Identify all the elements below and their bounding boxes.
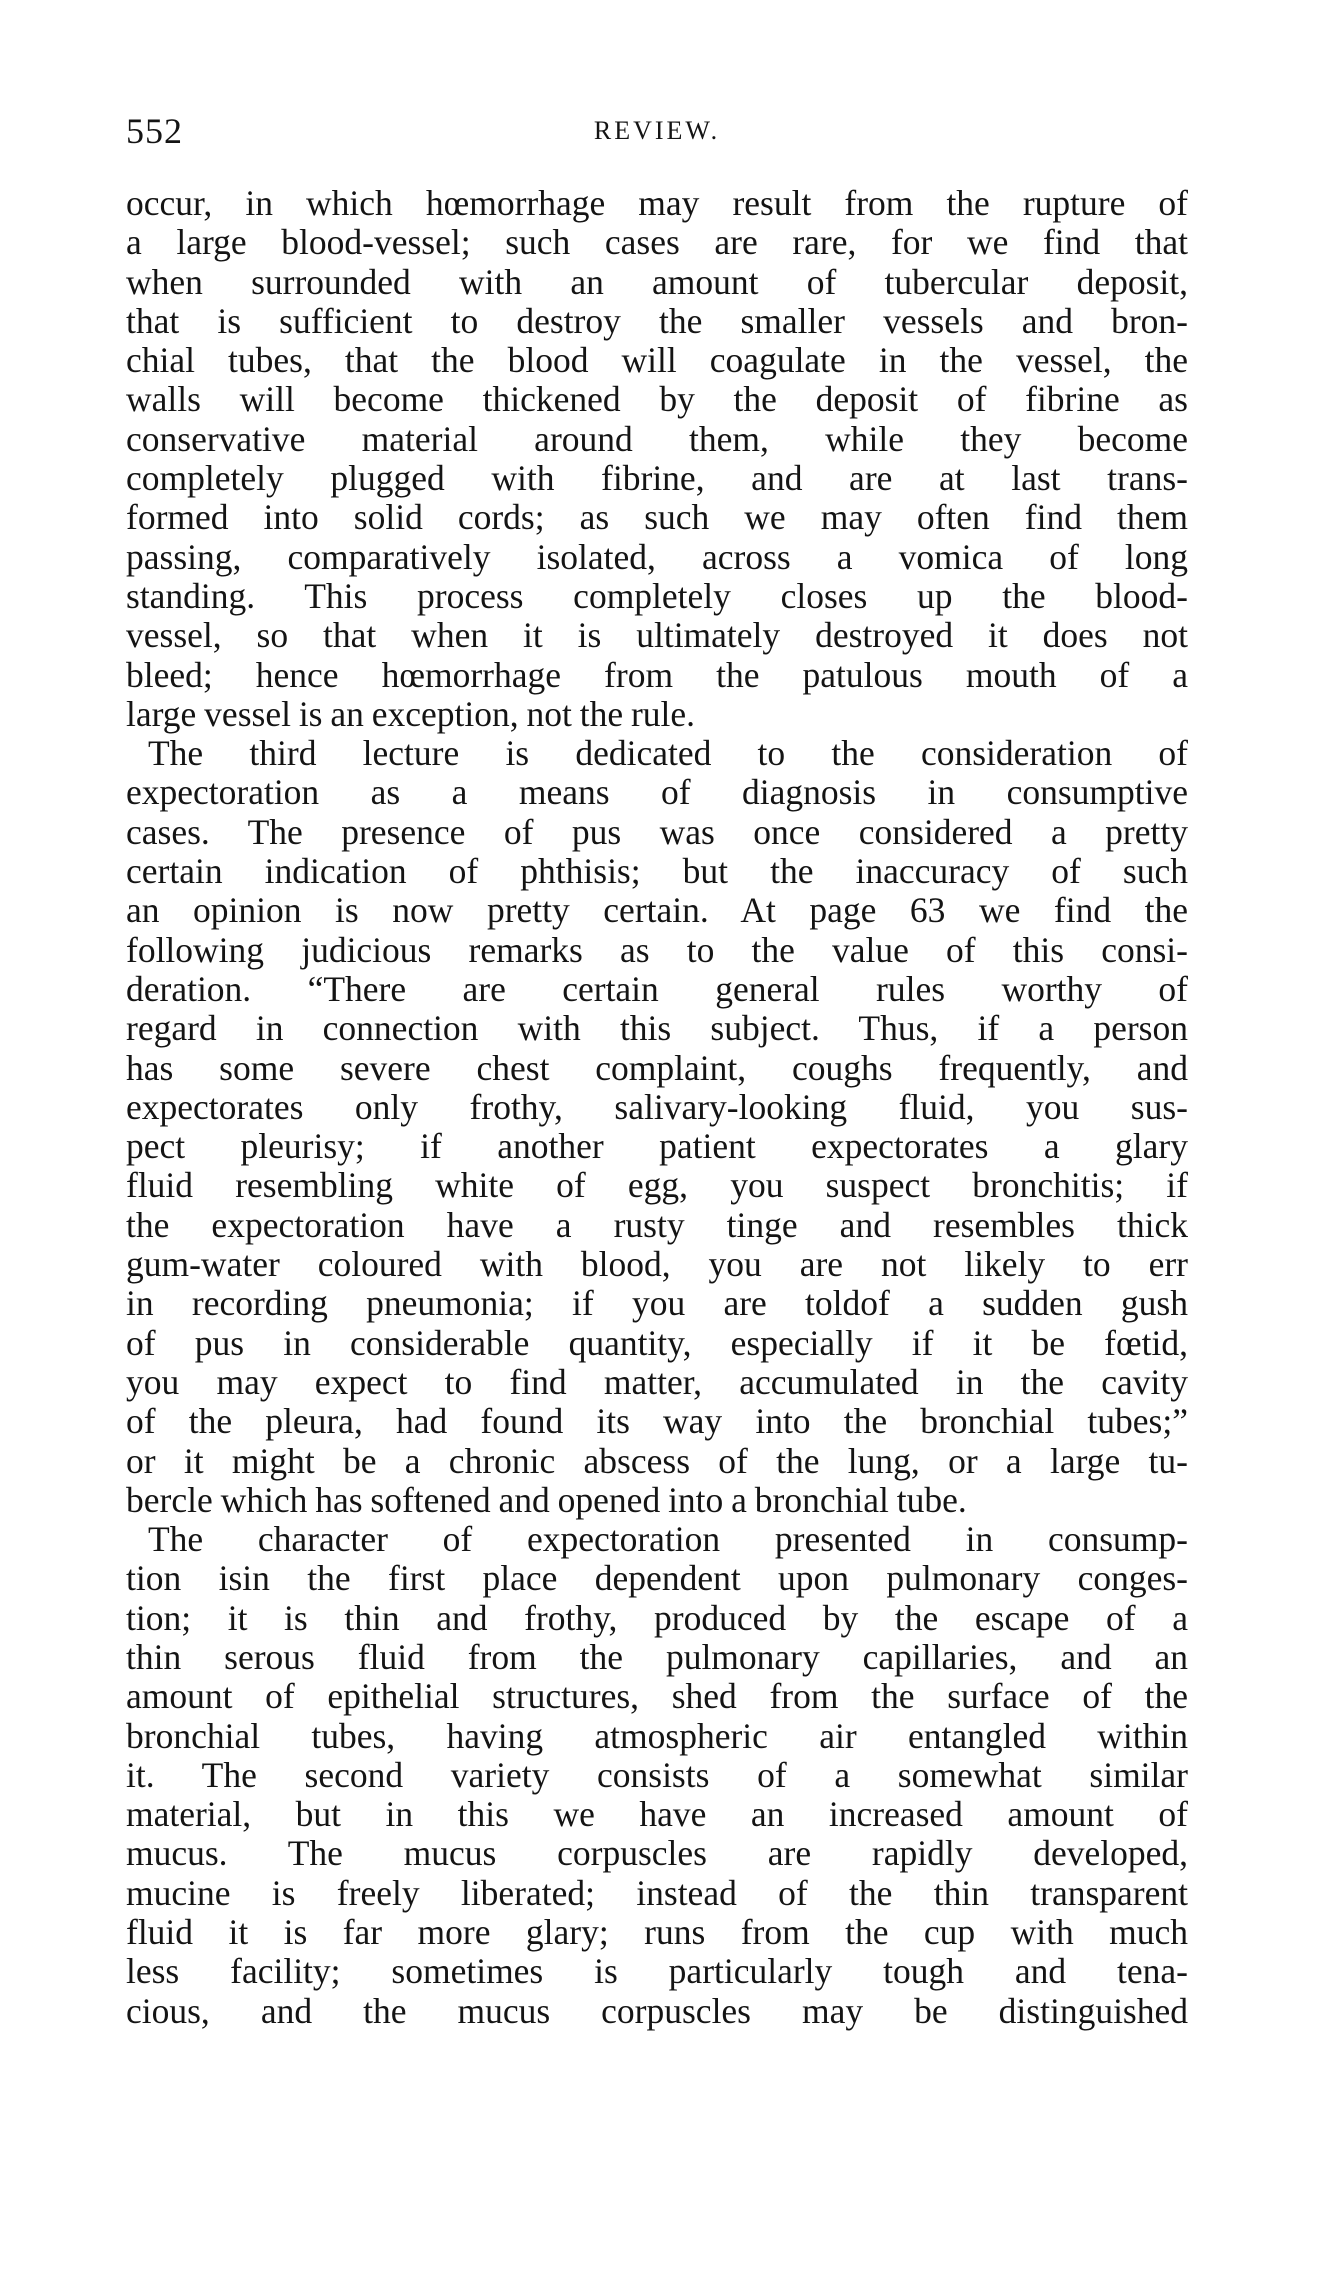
text-line: formed into solid cords; as such we may often find them	[126, 497, 1188, 538]
text-line: mucine is freely liberated; instead of the thin transparent	[126, 1872, 1188, 1913]
text-line: tion isin the first place dependent upon pulmonary conges-	[126, 1558, 1188, 1599]
page-number: 552	[126, 111, 183, 151]
text-line: cases. The presence of pus was once considered a pretty	[126, 811, 1188, 852]
text-line: mucus. The mucus corpuscles are rapidly developed,	[126, 1833, 1188, 1874]
text-line: tion; it is thin and frothy, produced by the escape of a	[126, 1597, 1188, 1638]
text-line: of the pleura, had found its way into the bronchial tubes;”	[126, 1401, 1188, 1442]
text-line: fluid it is far more glary; runs from the cup with much	[126, 1912, 1188, 1953]
text-line: less facility; sometimes is particularly tough and tena-	[126, 1951, 1188, 1992]
text-line: walls will become thickened by the deposit of fibrine as	[126, 379, 1188, 420]
text-line: completely plugged with fibrine, and are at last trans-	[126, 458, 1188, 499]
text-line-paragraph-start: The third lecture is dedicated to the consideration of	[148, 733, 1188, 774]
text-line: chial tubes, that the blood will coagulate in the vessel, the	[126, 340, 1188, 381]
text-line: regard in connection with this subject. Thus, if a person	[126, 1008, 1188, 1049]
text-line: bronchial tubes, having atmospheric air entangled within	[126, 1715, 1188, 1756]
text-line: amount of epithelial structures, shed from the surface of the	[126, 1676, 1188, 1717]
text-line: cious, and the mucus corpuscles may be distinguished	[126, 1990, 1188, 2031]
text-line: certain indication of phthisis; but the inaccuracy of such	[126, 851, 1188, 892]
running-title: REVIEW.	[593, 116, 721, 145]
text-line: conservative material around them, while they become	[126, 418, 1188, 459]
text-line: thin serous fluid from the pulmonary capillaries, and an	[126, 1636, 1188, 1677]
text-line: standing. This process completely closes up the blood-	[126, 575, 1188, 616]
text-line: has some severe chest complaint, coughs frequently, and	[126, 1047, 1188, 1088]
text-line: material, but in this we have an increased amount of	[126, 1794, 1188, 1835]
text-line: bleed; hence hœmorrhage from the patulous mouth of a	[126, 654, 1188, 695]
text-line: expectorates only frothy, salivary-looking fluid, you sus-	[126, 1086, 1188, 1127]
text-line: or it might be a chronic abscess of the lung, or a large tu-	[126, 1440, 1188, 1481]
text-line: you may expect to find matter, accumulated in the cavity	[126, 1361, 1188, 1402]
text-line: the expectoration have a rusty tinge and resembles thick	[126, 1204, 1188, 1245]
text-line: it. The second variety consists of a somewhat similar	[126, 1754, 1188, 1795]
text-line: vessel, so that when it is ultimately destroyed it does not	[126, 615, 1188, 656]
text-line: a large blood-vessel; such cases are rare, for we find that	[126, 222, 1188, 263]
text-line-paragraph-end: large vessel is an exception, not the rule.	[126, 693, 696, 734]
text-line: an opinion is now pretty certain. At page 63 we find the	[126, 890, 1188, 931]
text-line-paragraph-start: The character of expectoration presented in consump-	[148, 1519, 1188, 1560]
text-line: following judicious remarks as to the value of this consi-	[126, 929, 1188, 970]
running-head	[126, 106, 1188, 156]
text-line: of pus in considerable quantity, especially if it be fœtid,	[126, 1322, 1188, 1363]
body-text	[126, 184, 1188, 2031]
text-line: deration. “There are certain general rules worthy of	[126, 968, 1188, 1009]
text-line-paragraph-end: bercle which has softened and opened into a bronchial tube.	[126, 1479, 967, 1520]
text-line: pect pleurisy; if another patient expectorates a glary	[126, 1126, 1188, 1167]
text-line: expectoration as a means of diagnosis in consumptive	[126, 772, 1188, 813]
text-line: when surrounded with an amount of tubercular deposit,	[126, 261, 1188, 302]
text-line: fluid resembling white of egg, you suspect bronchitis; if	[126, 1165, 1188, 1206]
text-line: in recording pneumonia; if you are toldof a sudden gush	[126, 1283, 1188, 1324]
text-line: that is sufficient to destroy the smaller vessels and bron-	[126, 300, 1188, 341]
text-line: passing, comparatively isolated, across a vomica of long	[126, 536, 1188, 577]
text-line: gum-water coloured with blood, you are not likely to err	[126, 1244, 1188, 1285]
text-line: occur, in which hœmorrhage may result from the rupture of	[126, 183, 1188, 223]
